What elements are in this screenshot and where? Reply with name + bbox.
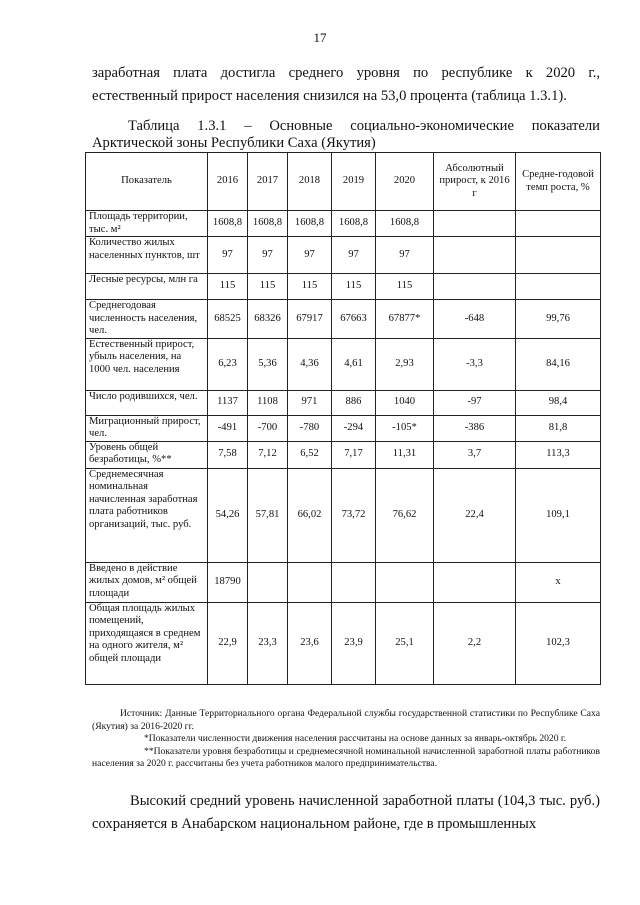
table-cell: 99,76 xyxy=(516,300,601,339)
table-cell: -648 xyxy=(434,300,516,339)
table-cell xyxy=(516,237,601,274)
table-cell: 5,36 xyxy=(248,338,288,390)
table-cell: 6,23 xyxy=(208,338,248,390)
header-avg-growth-rate: Средне-годовой темп роста, % xyxy=(516,153,601,211)
row-label: Число родившихся, чел. xyxy=(86,390,208,415)
table-cell: 2,93 xyxy=(376,338,434,390)
table-row xyxy=(86,237,601,274)
table-notes xyxy=(92,708,600,771)
table-cell: 886 xyxy=(332,390,376,415)
row-label: Лесные ресурсы, млн га xyxy=(86,274,208,300)
table-row xyxy=(86,415,601,441)
table-cell: 1608,8 xyxy=(208,211,248,237)
table-row xyxy=(86,602,601,684)
table-caption-line-2: Арктической зоны Республики Саха (Якутия) xyxy=(92,135,376,151)
table-cell: 1608,8 xyxy=(332,211,376,237)
row-label: Среднемесячная номинальная начисленная заработная плата работников организаций, тыс. руб. xyxy=(86,468,208,562)
table-cell: 11,31 xyxy=(376,441,434,468)
header-2017: 2017 xyxy=(248,153,288,211)
table-cell xyxy=(332,562,376,602)
header-indicator: Показатель xyxy=(86,153,208,211)
table-cell: 1108 xyxy=(248,390,288,415)
table-row xyxy=(86,300,601,339)
table-cell: 115 xyxy=(332,274,376,300)
footnote-1: *Показатели численности движения населения рассчитаны на основе данных за январь-октябрь 2020 г. xyxy=(144,733,567,744)
table-cell: 66,02 xyxy=(288,468,332,562)
table-cell xyxy=(516,274,601,300)
table-row xyxy=(86,274,601,300)
table-cell: 4,61 xyxy=(332,338,376,390)
table-cell: 67917 xyxy=(288,300,332,339)
row-label: Миграционный прирост, чел. xyxy=(86,415,208,441)
table-row xyxy=(86,338,601,390)
table-cell xyxy=(434,237,516,274)
table-cell: 81,8 xyxy=(516,415,601,441)
table-cell: 98,4 xyxy=(516,390,601,415)
table-cell: -97 xyxy=(434,390,516,415)
table-cell: 68525 xyxy=(208,300,248,339)
table-cell: 97 xyxy=(248,237,288,274)
table-cell: 115 xyxy=(288,274,332,300)
table-cell: х xyxy=(516,562,601,602)
table-cell xyxy=(248,562,288,602)
table-row xyxy=(86,211,601,237)
table-row xyxy=(86,441,601,468)
table-cell: 97 xyxy=(376,237,434,274)
table-cell: 109,1 xyxy=(516,468,601,562)
table-cell: 2,2 xyxy=(434,602,516,684)
table-cell xyxy=(434,211,516,237)
table-row xyxy=(86,468,601,562)
table-cell: 18790 xyxy=(208,562,248,602)
header-2018: 2018 xyxy=(288,153,332,211)
table-cell: 115 xyxy=(376,274,434,300)
table-cell: 7,12 xyxy=(248,441,288,468)
table-cell: 1608,8 xyxy=(376,211,434,237)
row-label: Уровень общей безработицы, %** xyxy=(86,441,208,468)
table-cell: -105* xyxy=(376,415,434,441)
row-label: Количество жилых населенных пунктов, шт xyxy=(86,237,208,274)
table-cell: 3,7 xyxy=(434,441,516,468)
table-cell: 1608,8 xyxy=(288,211,332,237)
paragraph-intro: заработная плата достигла среднего уровня по республике к 2020 г., естественный прирост населения снизился на 53,0 процента (таблица 1.3.1). xyxy=(92,65,600,104)
table-cell: 23,3 xyxy=(248,602,288,684)
paragraph-continuation: Высокий средний уровень начисленной заработной платы (104,3 тыс. руб.) сохраняется в Анабарском национальном районе, где в промышленных xyxy=(92,793,600,832)
table-cell: 97 xyxy=(208,237,248,274)
footnote-2: **Показатели уровня безработицы и среднемесячной номинальной начисленной заработной платы работников населения за 2020 г. рассчитаны без учета работников малого предпринимательства. xyxy=(92,745,600,769)
row-label: Естественный прирост, убыль населения, на 1000 чел. населения xyxy=(86,338,208,390)
table-cell: -700 xyxy=(248,415,288,441)
table-cell: 22,9 xyxy=(208,602,248,684)
row-label: Введено в действие жилых домов, м² общей площади xyxy=(86,562,208,602)
header-2020: 2020 xyxy=(376,153,434,211)
table-cell: 67663 xyxy=(332,300,376,339)
table-cell: 76,62 xyxy=(376,468,434,562)
table-cell: 25,1 xyxy=(376,602,434,684)
table-cell: 115 xyxy=(208,274,248,300)
table-cell: -386 xyxy=(434,415,516,441)
table-cell: 7,58 xyxy=(208,441,248,468)
table-cell xyxy=(434,562,516,602)
table-cell: 54,26 xyxy=(208,468,248,562)
table-cell: 1608,8 xyxy=(248,211,288,237)
page-number: 17 xyxy=(313,30,327,45)
table-cell: 73,72 xyxy=(332,468,376,562)
table-cell: 68326 xyxy=(248,300,288,339)
table-cell: 1040 xyxy=(376,390,434,415)
table-cell: 102,3 xyxy=(516,602,601,684)
indicators-table xyxy=(85,152,601,685)
table-cell: 22,4 xyxy=(434,468,516,562)
table-cell xyxy=(376,562,434,602)
table-cell: 971 xyxy=(288,390,332,415)
table-cell: 4,36 xyxy=(288,338,332,390)
table-cell: -491 xyxy=(208,415,248,441)
table-cell: 7,17 xyxy=(332,441,376,468)
row-label: Среднегодовая численность населения, чел. xyxy=(86,300,208,339)
table-cell: -3,3 xyxy=(434,338,516,390)
table-cell: 97 xyxy=(332,237,376,274)
header-2019: 2019 xyxy=(332,153,376,211)
header-2016: 2016 xyxy=(208,153,248,211)
table-cell xyxy=(516,211,601,237)
row-label: Площадь территории, тыс. м² xyxy=(86,211,208,237)
table-header-row xyxy=(86,153,601,211)
table-cell: 23,9 xyxy=(332,602,376,684)
table-cell: 97 xyxy=(288,237,332,274)
table-cell: 115 xyxy=(248,274,288,300)
table-cell: 57,81 xyxy=(248,468,288,562)
table-cell: 113,3 xyxy=(516,441,601,468)
header-absolute-growth: Абсолютный прирост, к 2016 г xyxy=(434,153,516,211)
table-cell: 67877* xyxy=(376,300,434,339)
table-cell: 1137 xyxy=(208,390,248,415)
table-cell xyxy=(434,274,516,300)
table-cell: 6,52 xyxy=(288,441,332,468)
table-cell: 23,6 xyxy=(288,602,332,684)
row-label: Общая площадь жилых помещений, приходящаяся в среднем на одного жителя, м² общей площади xyxy=(86,602,208,684)
table-cell xyxy=(288,562,332,602)
table-cell: 84,16 xyxy=(516,338,601,390)
source-note: Источник: Данные Территориального органа Федеральной службы государственной статистики по Республике Саха (Якутия) за 2016-2020 гг. xyxy=(92,708,600,732)
table-cell: -294 xyxy=(332,415,376,441)
table-caption-line-1: Таблица 1.3.1 – Основные социально-экономические показатели xyxy=(128,118,600,134)
table-cell: -780 xyxy=(288,415,332,441)
table-caption xyxy=(92,118,600,152)
table-row xyxy=(86,390,601,415)
table-row xyxy=(86,562,601,602)
